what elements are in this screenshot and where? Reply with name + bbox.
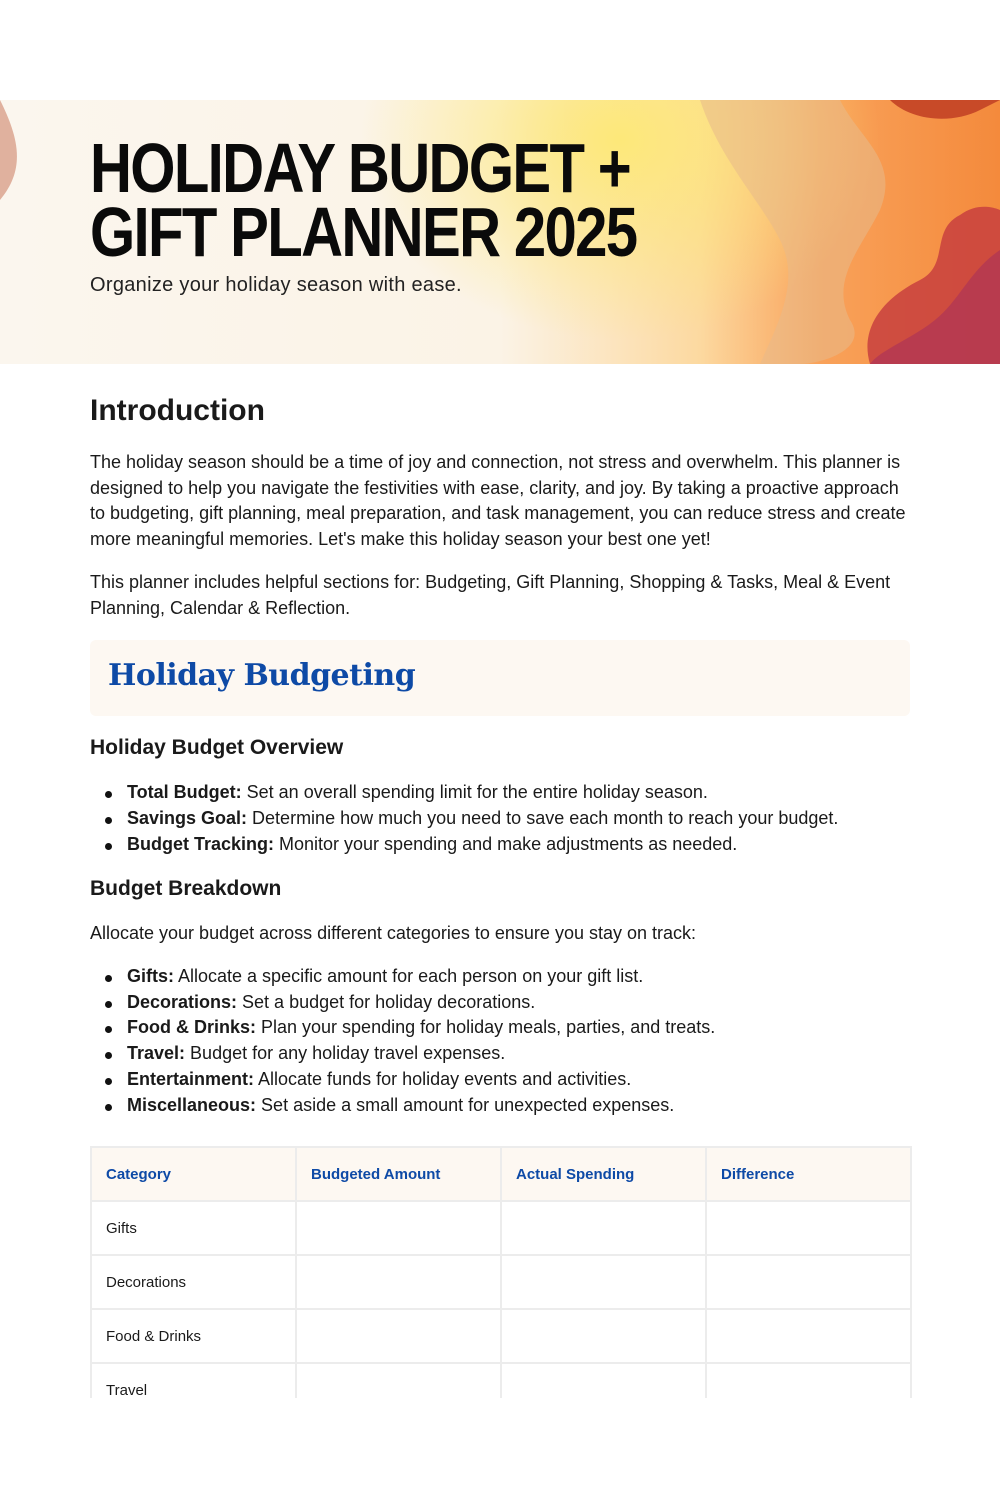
table-row [91,1201,911,1255]
category-cell: Travel [91,1363,296,1398]
breakdown-list [90,964,910,1118]
header-budgeted-amount: Budgeted Amount [296,1147,501,1201]
title-line-1: HOLIDAY BUDGET + [90,129,631,207]
list-item: Miscellaneous: Set aside a small amount for unexpected expenses. [90,1093,910,1119]
budget-table-container [90,1146,912,1398]
actual-cell[interactable] [501,1201,706,1255]
overview-list [90,780,910,857]
difference-cell[interactable] [706,1363,911,1398]
introduction-heading: Introduction [90,394,265,427]
intro-paragraph: The holiday season should be a time of joy and connection, not stress and overwhelm. This planner is designed to help you navigate the festivities with ease, clarity, and joy. By taking a proactive approach to budgeting, gift planning, meal preparation, and task management, you can reduce stress and create more meaningful memories. Let's make this holiday season your best one yet! [90,452,906,550]
sections-paragraph: This planner includes helpful sections for: Budgeting, Gift Planning, Shopping & Tasks, Meal & Event Planning, Calendar & Reflection. [90,571,891,618]
budgeted-cell[interactable] [296,1363,501,1398]
budgeted-cell[interactable] [296,1309,501,1363]
list-item: Gifts: Allocate a specific amount for each person on your gift list. [90,964,910,990]
list-item: Total Budget: Set an overall spending limit for the entire holiday season. [90,780,910,806]
holiday-budgeting-heading: Holiday Budgeting [108,658,416,694]
budget-table [90,1146,912,1398]
table-row [91,1255,911,1309]
budgeted-cell[interactable] [296,1201,501,1255]
budget-breakdown-heading: Budget Breakdown [90,877,282,901]
header-category: Category [91,1147,296,1201]
difference-cell[interactable] [706,1201,911,1255]
list-item: Decorations: Set a budget for holiday decorations. [90,990,910,1016]
list-item: Entertainment: Allocate funds for holiday events and activities. [90,1067,910,1093]
actual-cell[interactable] [501,1255,706,1309]
budget-overview-heading: Holiday Budget Overview [90,736,344,760]
page-title [90,129,637,271]
actual-cell[interactable] [501,1309,706,1363]
header-actual-spending: Actual Spending [501,1147,706,1201]
budgeted-cell[interactable] [296,1255,501,1309]
breakdown-intro: Allocate your budget across different categories to ensure you stay on track: [90,923,697,944]
list-item: Travel: Budget for any holiday travel expenses. [90,1041,910,1067]
actual-cell[interactable] [501,1363,706,1398]
table-header-row [91,1147,911,1201]
hero-banner [0,100,1000,364]
list-item: Savings Goal: Determine how much you need to save each month to reach your budget. [90,806,910,832]
table-row [91,1309,911,1363]
category-cell: Food & Drinks [91,1309,296,1363]
difference-cell[interactable] [706,1309,911,1363]
document-body [90,394,910,1138]
difference-cell[interactable] [706,1255,911,1309]
title-line-2: GIFT PLANNER 2025 [90,193,637,271]
header-difference: Difference [706,1147,911,1201]
section-header-box [90,640,910,716]
subtitle: Organize your holiday season with ease. [90,274,462,296]
category-cell: Gifts [91,1201,296,1255]
list-item: Budget Tracking: Monitor your spending and make adjustments as needed. [90,832,910,858]
list-item: Food & Drinks: Plan your spending for holiday meals, parties, and treats. [90,1015,910,1041]
table-row [91,1363,911,1398]
category-cell: Decorations [91,1255,296,1309]
